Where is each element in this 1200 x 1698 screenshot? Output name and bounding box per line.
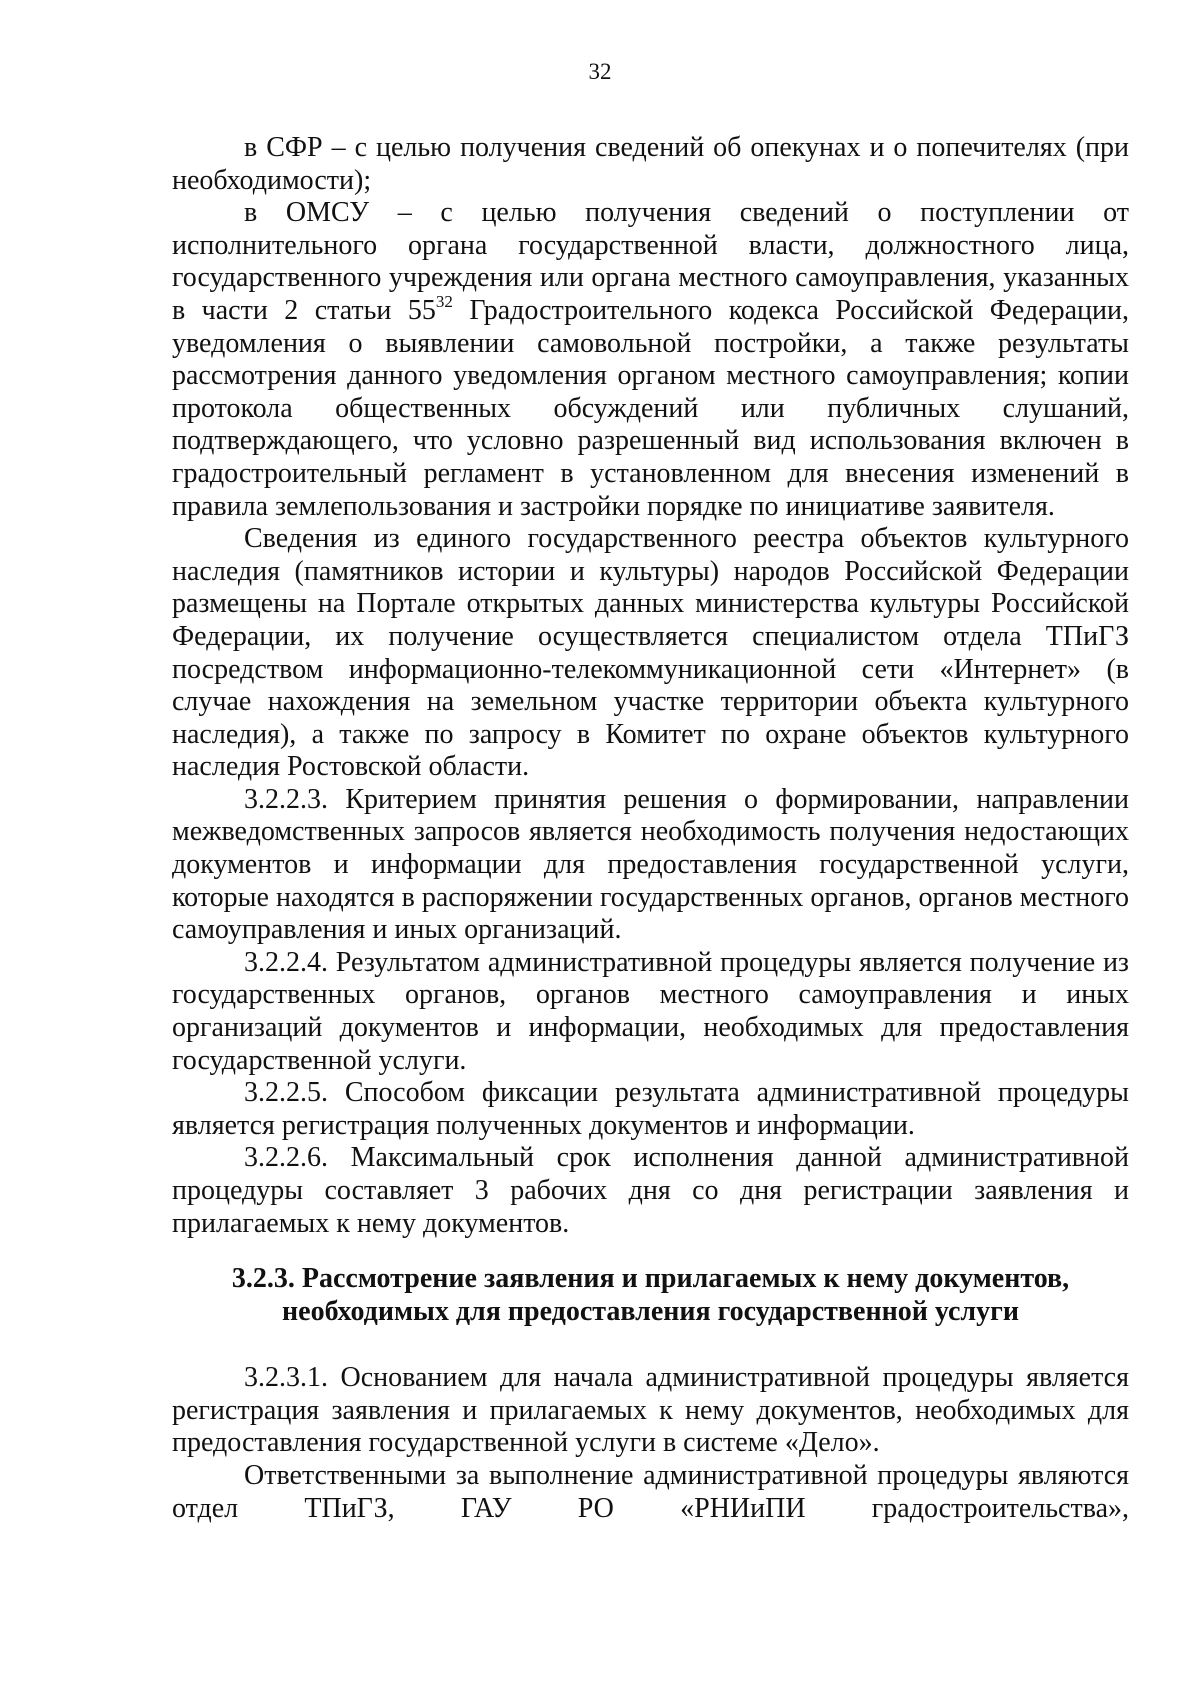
paragraph-3-2-2-6: 3.2.2.6. Максимальный срок исполнения данной административной процедуры составляет 3 рабочих дня со дня регистрации заявления и прилагаемых к нему документов.: [172, 1142, 1129, 1239]
paragraph-sfr: в СФР – с целью получения сведений об опекунах и о попечителях (при необходимости);: [172, 132, 1129, 196]
paragraph-3-2-3-1: 3.2.3.1. Основанием для начала административной процедуры является регистрация заявления и прилагаемых к нему документов, необходимых для предоставления государственной услуги в системе «Дело».: [172, 1362, 1129, 1459]
paragraph-heritage-register: Сведения из единого государственного реестра объектов культурного наследия (памятников истории и культуры) народов Российской Федерации размещены на Портале открытых данных министерства культуры Российской Федерации, их получение осуществляется специалистом отдела ТПиГЗ посредством информационно-телекоммуникационной сети «Интернет» (в случае нахождения на земельном участке территории объекта культурного наследия), а также по запросу в Комитет по охране объектов культурного наследия Ростовской области.: [172, 523, 1129, 783]
section-heading-line-2: необходимых для предоставления государственной услуги: [282, 1296, 1019, 1328]
paragraph-omsu-text-start: в ОМСУ – с целью получения сведений о поступлении от исполнительного органа государственной власти, должностного лица, государственного учреждения или органа местного самоуправления, указанных в части 2 статьи 55: [172, 197, 1129, 326]
footnote-superscript: 32: [435, 291, 453, 311]
paragraph-3-2-2-4: 3.2.2.4. Результатом административной процедуры является получение из государственных органов, органов местного самоуправления и иных организаций документов и информации, необходимых для предоставления государственной услуги.: [172, 946, 1129, 1076]
document-body: [172, 132, 1129, 1525]
paragraph-omsu-text-end: Градостроительного кодекса Российской Федерации, уведомления о выявлении самовольной постройки, а также результаты рассмотрения данного уведомления органом местного самоуправления; копии протокола общественных обсуждений или публичных слушаний, подтверждающего, что условно разрешенный вид использования включен в градостроительный регламент в установленном для внесения изменений в правила землепользования и застройки порядке по инициативе заявителя.: [172, 294, 1130, 522]
section-heading-line-1: 3.2.3. Рассмотрение заявления и прилагаемых к нему документов,: [231, 1263, 1070, 1295]
paragraph-responsible: Ответственными за выполнение административной процедуры являются отдел ТПиГЗ, ГАУ РО «РНИиПИ градостроительства»,: [172, 1459, 1129, 1524]
paragraph-omsu: [172, 197, 1129, 523]
paragraph-3-2-2-5: 3.2.2.5. Способом фиксации результата административной процедуры является регистрация полученных документов и информации.: [172, 1077, 1129, 1141]
section-heading-3-2-3: [172, 1262, 1129, 1328]
page-number: 32: [588, 59, 612, 84]
paragraph-3-2-2-3: 3.2.2.3. Критерием принятия решения о формировании, направлении межведомственных запросов является необходимость получения недостающих документов и информации для предоставления государственной услуги, которые находятся в распоряжении государственных органов, органов местного самоуправления и иных организаций.: [172, 783, 1129, 946]
